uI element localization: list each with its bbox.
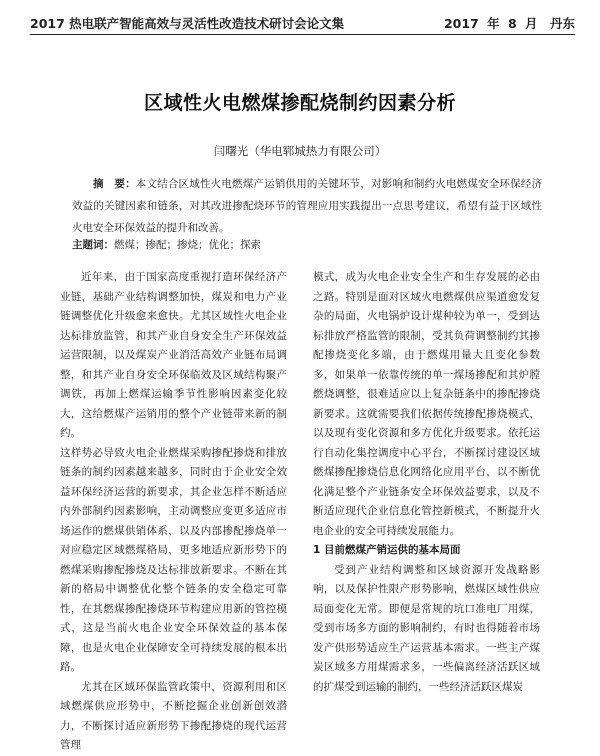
section-heading: 1 目前燃煤产销运供的基本局面 — [313, 544, 461, 556]
abstract-text: 本文结合区域性火电燃煤产运销供用的关键环节，对影响和制约火电燃煤安全环保经济效益的关键因素和链条，对其改进掺配烧环节的管理应用实践提出一点思考建议，希望有益于区域性火电安全环保效益的提升和改善。 — [72, 178, 542, 234]
running-header — [30, 12, 575, 34]
body-column-left — [60, 268, 287, 751]
keywords — [72, 237, 542, 253]
body-column-right — [313, 268, 540, 693]
header-divider — [30, 34, 575, 35]
body-paragraph: 这样势必导致火电企业燃煤采购掺配掺烧和排放链条的制约因素越来越多，同时由于企业安全效益环保经济运营的新要求，其企业怎样不断适应内外部制约因素影响，主动调整应变更多适应市场运作的燃煤供销体系，以及内部掺配掺烧单一对应稳定区域燃煤格局，更多地适应新形势下的燃煤采购掺配掺烧及达标排放新要求。不断在其新的格局中调整优化整个链条的安全稳定可靠性，在其燃煤掺配掺烧环节构建应用新的管控模式，这是当前火电企业安全环保效益的基本保障，也是火电企业保障安全可持续发展的根本出路。 — [60, 446, 287, 673]
body-paragraph: 受到产业结构调整和区域资源开发战略影响，以及保护性限产形势影响，燃煤区域性供应局面变化无常。即便是常规的坑口准电厂用煤，受到市场多方面的影响制约，有时也得随着市场发产供形势适应生产运营基本需求。一些主产煤炭区域多方用煤需求多，一些偏离经济活跃区域的扩煤受到运输的制约，一些经济活跃区煤炭 — [313, 563, 540, 693]
abstract-label: 摘 要： — [93, 178, 136, 190]
header-date-location: 2017 年 8 月 丹东 — [443, 16, 575, 31]
paper-authors: 闫曙光（华电郓城热力有限公司） — [213, 144, 387, 158]
keywords-label: 主题词： — [72, 239, 114, 251]
header-proceedings-title: 2017 热电联产智能高效与灵活性改造技术研讨会论文集 — [30, 16, 345, 31]
body-paragraph: 模式，成为火电企业安全生产和生存发展的必由之路。特别是面对区域火电燃煤供应渠道愈发复杂的局面，火电锅炉设计煤种较为单一，受到达标排放严格监管的限制，受其负荷调整制约其掺配掺烧变化多端，由于燃煤用量大且变化参数多，如果单一依靠传统的单一煤场掺配和其炉膛燃烧调整，很难适应以上复杂链条中的掺配掺烧新要求。这就需要我们依据传统掺配掺烧模式，以及现有变化资源和多方优化升级要求。依托运行自动化集控调度中心平台，不断探讨建设区域燃煤掺配掺烧信息化网络化应用平台，以不断优化满足整个产业链条安全环保效益要求，以及不断适应现代企业信息化管控新模式，不断提升火电企业的安全可持续发展能力。 — [313, 271, 540, 537]
abstract — [72, 173, 542, 239]
body-paragraph: 尤其在区域环保监管政策中，资源利用和区域燃煤供应形势中，不断挖掘企业创新创效潜力，不断探讨适应新形势下掺配掺烧的现代运营管理 — [60, 680, 287, 751]
body-paragraph: 近年来，由于国家高度重视打造环保经济产业链，基础产业结构调整加快，煤炭和电力产业链调整优化升级愈来愈快。尤其区域性火电企业达标排放监管，和其产业自身安全生产环保效益运营限制，以及煤炭产业消活高效产业链布局调整，和其产业自身安全环保临效及区域结构聚产调铁，再加上燃煤运输季节性影响因素变化较大，这给燃煤产运销用的整个产业链带来新的制约。 — [60, 271, 287, 439]
keywords-text: 燃煤；掺配；掺烧；优化；探索 — [114, 239, 261, 251]
paper-title: 区域性火电燃煤掺配烧制约因素分析 — [143, 92, 456, 114]
